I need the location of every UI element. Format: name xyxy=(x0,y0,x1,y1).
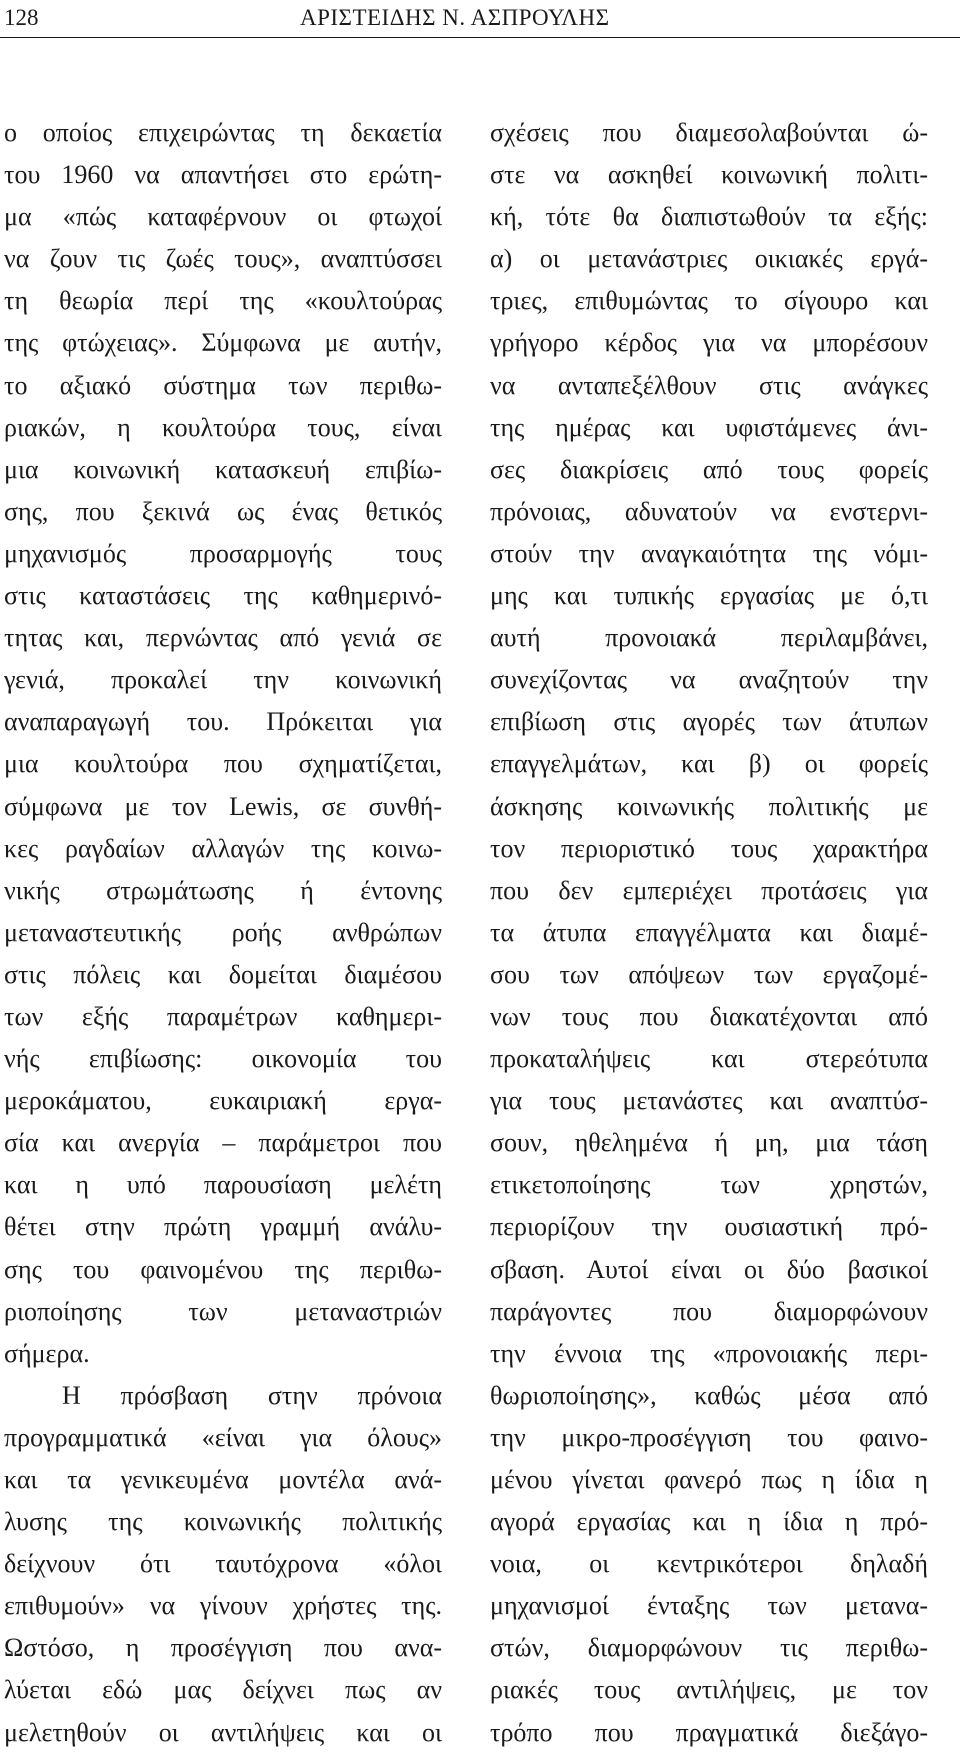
text-line: μηχανισμός προσαρμογής τους xyxy=(4,538,442,568)
text-line: σουν, ηθελημένα ή μη, μια τάση xyxy=(490,1128,928,1158)
text-line: ριακών, η κουλτούρα τους, είναι xyxy=(4,412,442,442)
text-line: των εξής παραμέτρων καθημερι- xyxy=(4,1001,442,1031)
text-line: ο οποίος επιχειρώντας τη δεκαετία xyxy=(4,118,442,147)
text-line: τρόπο που πραγματικά διεξάγο- xyxy=(490,1717,928,1747)
text-line: μένου γίνεται φανερό πως η ίδια η xyxy=(490,1465,928,1494)
text-line: και τα γενικευμένα μοντέλα ανά- xyxy=(4,1465,442,1494)
text-line: και η υπό παρουσίαση μελέτη xyxy=(4,1170,442,1200)
text-line: σου των απόψεων των εργαζομέ- xyxy=(490,959,928,989)
text-line: κες ραγδαίων αλλαγών της κοινω- xyxy=(4,833,442,863)
text-line: που δεν εμπεριέχει προτάσεις για xyxy=(490,875,928,905)
text-line: μια κουλτούρα που σχηματίζεται, xyxy=(4,749,442,779)
text-line: σης, που ξεκινά ως ένας θετικός xyxy=(4,496,442,526)
text-line: σβαση. Αυτοί είναι οι δύο βασικοί xyxy=(490,1254,928,1284)
text-line: τητας και, περνώντας από γενιά σε xyxy=(4,623,442,653)
text-line: μης και τυπικής εργασίας με ό,τι xyxy=(490,581,928,611)
text-line: α) οι μετανάστριες οικιακές εργά- xyxy=(490,244,928,274)
text-line: θωριοποίησης», καθώς μέσα από xyxy=(490,1380,928,1410)
text-line: στε να ασκηθεί κοινωνική πολιτι- xyxy=(490,160,928,190)
text-line: πρόνοιας, αδυνατούν να ενστερνι- xyxy=(490,496,928,526)
text-line: της φτώχειας». Σύμφωνα με αυτήν, xyxy=(4,328,442,358)
text-line: νής επιβίωσης: οικονομία του xyxy=(4,1044,442,1074)
text-line: νων τους που διακατέχονται από xyxy=(490,1001,928,1031)
text-line: νοια, οι κεντρικότεροι δηλαδή xyxy=(490,1549,928,1579)
text-line: θέτει στην πρώτη γραμμή ανάλυ- xyxy=(4,1212,442,1242)
text-line: τα άτυπα επαγγέλματα και διαμέ- xyxy=(490,917,928,947)
text-line: κή, τότε θα διαπιστωθούν τα εξής: xyxy=(490,202,928,232)
text-line: γενιά, προκαλεί την κοινωνική xyxy=(4,665,442,695)
text-line: σήμερα. xyxy=(4,1338,90,1368)
text-line: αγορά εργασίας και η ίδια η πρό- xyxy=(490,1507,928,1537)
text-line: αυτή προνοιακά περιλαμβάνει, xyxy=(490,623,928,653)
text-line: Ωστόσο, η προσέγγιση που ανα- xyxy=(4,1633,442,1663)
text-line: επιβίωση στις αγορές των άτυπων xyxy=(490,707,928,737)
text-line: μεταναστευτικής ροής ανθρώπων xyxy=(4,917,442,947)
text-line: νικής στρωμάτωσης ή έντονης xyxy=(4,875,442,905)
text-line: στις πόλεις και δομείται διαμέσου xyxy=(4,959,442,989)
text-line: μελετηθούν οι αντιλήψεις και οι xyxy=(4,1717,442,1747)
text-line: την μικρο-προσέγγιση του φαινο- xyxy=(490,1422,928,1452)
text-line: της ημέρας και υφιστάμενες άνι- xyxy=(490,412,928,442)
text-line: ριακές τους αντιλήψεις, με τον xyxy=(490,1675,928,1705)
text-line: στών, διαμορφώνουν τις περιθω- xyxy=(490,1633,928,1663)
text-line: το αξιακό σύστημα των περιθω- xyxy=(4,370,442,400)
text-line: του 1960 να απαντήσει στο ερώτη- xyxy=(4,160,442,190)
text-line: σχέσεις που διαμεσολαβούνται ώ- xyxy=(490,118,928,147)
text-line: συνεχίζοντας να αναζητούν την xyxy=(490,665,928,695)
text-line: γρήγορο κέρδος για να μπορέσουν xyxy=(490,328,928,358)
text-line: τον περιοριστικό τους χαρακτήρα xyxy=(490,833,928,863)
text-line: προγραμματικά «είναι για όλους» xyxy=(4,1422,442,1452)
text-line: μα «πώς καταφέρνουν οι φτωχοί xyxy=(4,202,442,232)
text-line: μεροκάματου, ευκαιριακή εργα- xyxy=(4,1086,442,1116)
text-line: αναπαραγωγή του. Πρόκειται για xyxy=(4,707,442,737)
text-line: σες διακρίσεις από τους φορείς xyxy=(490,454,928,484)
text-line: τριες, επιθυμώντας το σίγουρο και xyxy=(490,286,928,316)
text-line: τη θεωρία περί της «κουλτούρας xyxy=(4,286,442,316)
text-line: να ανταπεξέλθουν στις ανάγκες xyxy=(490,370,928,400)
text-line: σύμφωνα με τον Lewis, σε συνθή- xyxy=(4,791,442,821)
text-line: για τους μετανάστες και αναπτύσ- xyxy=(490,1086,928,1116)
text-line: στις καταστάσεις της καθημερινό- xyxy=(4,581,442,611)
header-rule xyxy=(0,37,960,38)
text-line: άσκησης κοινωνικής πολιτικής με xyxy=(490,791,928,821)
running-header xyxy=(0,0,960,40)
text-line: σης του φαινομένου της περιθω- xyxy=(4,1254,442,1284)
text-line: προκαταλήψεις και στερεότυπα xyxy=(490,1044,928,1074)
text-line: λύεται εδώ μας δείχνει πως αν xyxy=(4,1675,442,1705)
text-line: μια κοινωνική κατασκευή επιβίω- xyxy=(4,454,442,484)
text-line: λυσης της κοινωνικής πολιτικής xyxy=(4,1507,442,1537)
page-number: 128 xyxy=(4,5,39,30)
text-line: να ζουν τις ζωές τους», αναπτύσσει xyxy=(4,244,442,274)
text-line: την έννοια της «προνοιακής περι- xyxy=(490,1338,928,1368)
text-line: ριοποίησης των μεταναστριών xyxy=(4,1296,442,1326)
left-column xyxy=(4,112,442,1754)
text-line: επαγγελμάτων, και β) οι φορείς xyxy=(490,749,928,779)
running-head-author: ΑΡΙΣΤΕΙΔΗΣ Ν. ΑΣΠΡΟΥΛΗΣ xyxy=(300,5,610,30)
text-line: μηχανισμοί ένταξης των μετανα- xyxy=(490,1591,928,1621)
text-line: Η πρόσβαση στην πρόνοια xyxy=(62,1380,442,1410)
text-line: στούν την αναγκαιότητα της νόμι- xyxy=(490,538,928,568)
right-column xyxy=(490,112,928,1754)
text-line: επιθυμούν» να γίνουν χρήστες της. xyxy=(4,1591,442,1621)
text-line: παράγοντες που διαμορφώνουν xyxy=(490,1296,928,1326)
text-line: σία και ανεργία – παράμετροι που xyxy=(4,1128,442,1158)
text-line: δείχνουν ότι ταυτόχρονα «όλοι xyxy=(4,1549,442,1579)
text-line: περιορίζουν την ουσιαστική πρό- xyxy=(490,1212,928,1242)
text-line: ετικετοποίησης των χρηστών, xyxy=(490,1170,928,1200)
